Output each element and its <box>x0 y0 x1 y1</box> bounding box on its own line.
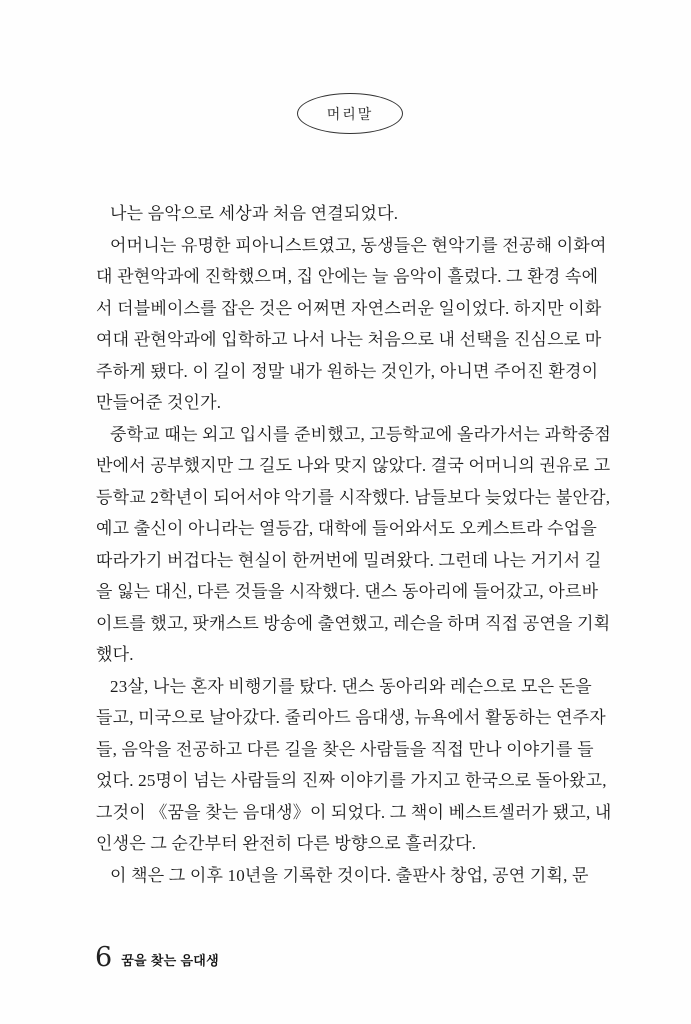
preface-badge-label: 머리말 <box>326 105 374 122</box>
text-line: 나는 음악으로 세상과 처음 연결되었다. <box>110 204 399 223</box>
page-number: 6 <box>95 942 113 973</box>
text-line: 서 더블베이스를 잡은 것은 어쩌면 자연스러운 일이었다. 하지만 이화 <box>96 298 602 318</box>
text-line: 들고, 미국으로 날아갔다. 줄리아드 음대생, 뉴욕에서 활동하는 연주자 <box>96 708 606 727</box>
page-footer <box>95 944 219 971</box>
book-title: 꿈을 찾는 음대생 <box>121 952 220 968</box>
text-line: 반에서 공부했지만 그 길도 나와 맞지 않았다. 결국 어머니의 권유로 고 <box>96 456 611 475</box>
text-line: 예고 출신이 아니라는 열등감, 대학에 들어와서도 오케스트라 수업을 <box>96 519 598 538</box>
text-line: 만들어준 것인가. <box>96 393 222 412</box>
text-line: 했다. <box>96 645 134 664</box>
text-line: 을 잃는 대신, 다른 것들을 시작했다. 댄스 동아리에 들어갔고, 아르바 <box>96 582 599 601</box>
text-line: 들, 음악을 전공하고 다른 길을 찾은 사람들을 직접 만나 이야기를 들 <box>96 739 594 759</box>
text-line: 어머니는 유명한 피아니스트였고, 동생들은 현악기를 전공해 이화여 <box>110 235 607 255</box>
text-line: 이트를 했고, 팟캐스트 방송에 출연했고, 레슨을 하며 직접 공연을 기획 <box>96 613 611 633</box>
text-line: 었다. 25명이 넘는 사람들의 진짜 이야기를 가지고 한국으로 돌아왔고, <box>96 771 607 790</box>
text-line: 등학교 2학년이 되어서야 악기를 시작했다. 남들보다 늦었다는 불안감, <box>96 487 611 507</box>
text-line: 인생은 그 순간부터 완전히 다른 방향으로 흘러갔다. <box>96 834 477 853</box>
text-line: 이 책은 그 이후 10년을 기록한 것이다. 출판사 창업, 공연 기획, 문 <box>110 865 589 885</box>
body-text <box>96 198 612 891</box>
text-line: 23살, 나는 혼자 비행기를 탔다. 댄스 동아리와 레슨으로 모은 돈을 <box>110 676 592 696</box>
text-line: 주하게 됐다. 이 길이 정말 내가 원하는 것인가, 아니면 주어진 환경이 <box>96 361 599 381</box>
text-line: 그것이 《꿈을 찾는 음대생》이 되었다. 그 책이 베스트셀러가 됐고, 내 <box>96 802 612 822</box>
text-line: 따라가기 버겁다는 현실이 한꺼번에 밀려왔다. 그런데 나는 거기서 길 <box>96 550 602 570</box>
text-line: 대 관현악과에 진학했으며, 집 안에는 늘 음악이 흘렀다. 그 환경 속에 <box>96 267 599 286</box>
text-line: 중학교 때는 외고 입시를 준비했고, 고등학교에 올라가서는 과학중점 <box>110 424 612 444</box>
preface-badge <box>297 93 403 134</box>
text-line: 여대 관현악과에 입학하고 나서 나는 처음으로 내 선택을 진심으로 마 <box>96 330 602 349</box>
